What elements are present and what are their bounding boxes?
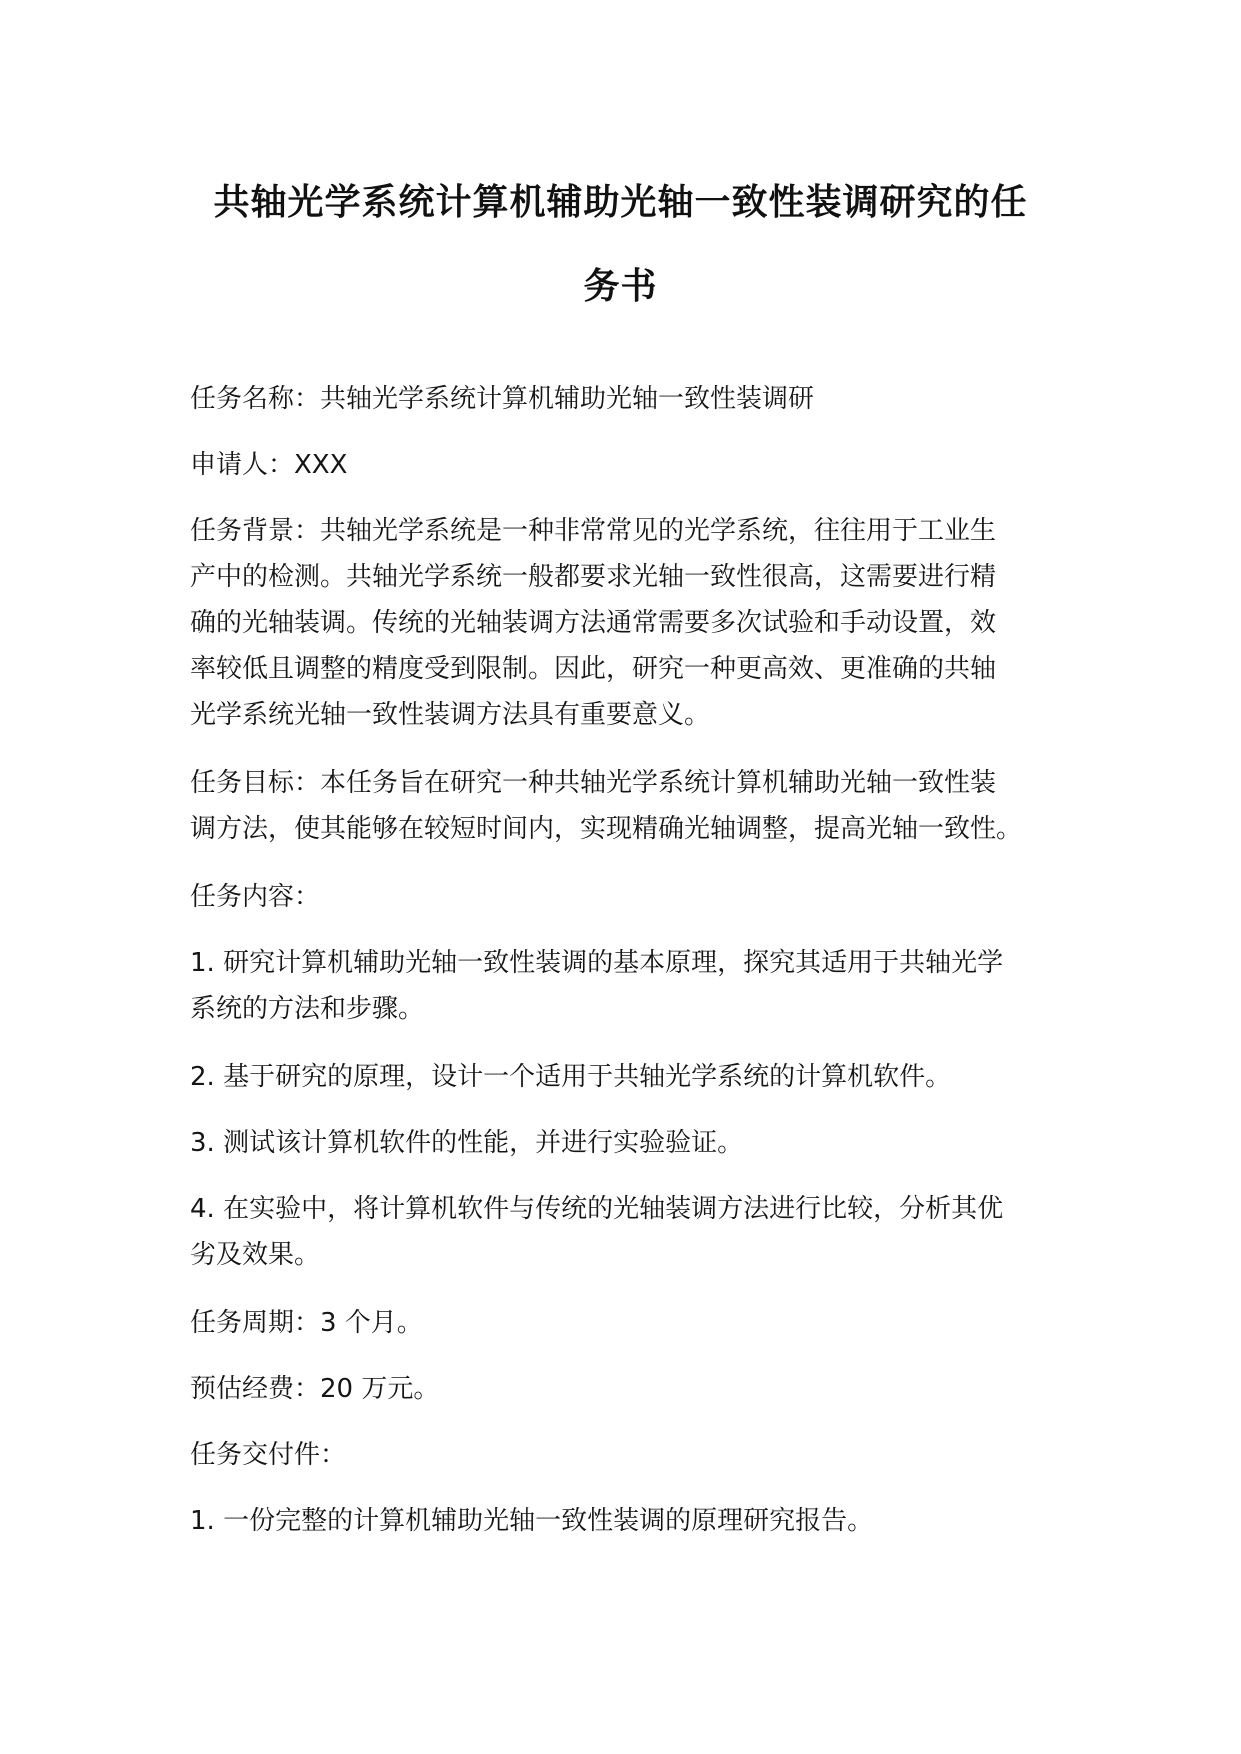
objective-line-1: 任务目标：本任务旨在研究一种共轴光学系统计算机辅助光轴一致性装 <box>190 768 997 798</box>
background-line-1: 任务背景：共轴光学系统是一种非常常见的光学系统，往往用于工业生 <box>190 516 997 546</box>
period-line: 任务周期：3 个月。 <box>190 1308 423 1338</box>
deliverables-heading: 任务交付件： <box>190 1440 347 1470</box>
background-line-4: 率较低且调整的精度受到限制。因此，研究一种更高效、更准确的共轴 <box>190 654 997 684</box>
content-item-4-line-2: 劣及效果。 <box>190 1240 321 1270</box>
content-item-3: 3. 测试该计算机软件的性能，并进行实验验证。 <box>190 1128 744 1158</box>
task-name-line: 任务名称：共轴光学系统计算机辅助光轴一致性装调研 <box>190 384 815 414</box>
deliverable-item-1: 1. 一份完整的计算机辅助光轴一致性装调的原理研究报告。 <box>190 1506 874 1536</box>
document-title-line-1: 共轴光学系统计算机辅助光轴一致性装调研究的任 <box>213 182 1028 223</box>
applicant-line: 申请人：XXX <box>190 450 348 480</box>
content-heading: 任务内容： <box>190 882 321 912</box>
document-title-line-2: 务书 <box>583 266 658 307</box>
content-item-1-line-2: 系统的方法和步骤。 <box>190 994 425 1024</box>
budget-line: 预估经费：20 万元。 <box>190 1374 440 1404</box>
background-line-2: 产中的检测。共轴光学系统一般都要求光轴一致性很高，这需要进行精 <box>190 562 997 592</box>
content-item-4-line-1: 4. 在实验中，将计算机软件与传统的光轴装调方法进行比较，分析其优 <box>190 1194 1004 1224</box>
objective-line-2: 调方法，使其能够在较短时间内，实现精确光轴调整，提高光轴一致性。 <box>190 814 1023 844</box>
content-item-2: 2. 基于研究的原理，设计一个适用于共轴光学系统的计算机软件。 <box>190 1062 952 1092</box>
content-item-1-line-1: 1. 研究计算机辅助光轴一致性装调的基本原理，探究其适用于共轴光学 <box>190 948 1004 978</box>
background-line-5: 光学系统光轴一致性装调方法具有重要意义。 <box>190 700 711 730</box>
background-line-3: 确的光轴装调。传统的光轴装调方法通常需要多次试验和手动设置，效 <box>190 608 997 638</box>
